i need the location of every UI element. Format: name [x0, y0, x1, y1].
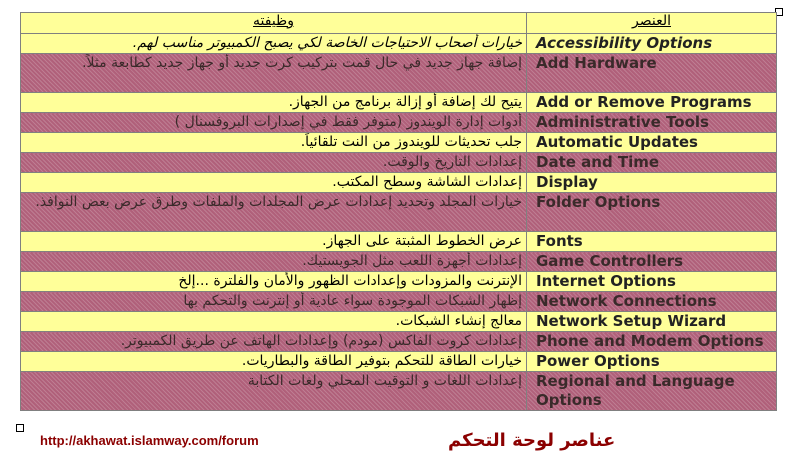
row-description: إعدادات التاريخ والوقت.: [21, 153, 527, 173]
row-description: إعدادات الشاشة وسطح المكتب.: [21, 173, 527, 193]
row-name: Automatic Updates: [527, 133, 777, 153]
row-name: Game Controllers: [527, 252, 777, 272]
row-name: Power Options: [527, 352, 777, 372]
row-description: أدوات إدارة الويندوز (متوفر فقط في إصدارات البروفسنال ): [21, 113, 527, 133]
table-row: [21, 312, 777, 332]
row-description: إعدادات اللغات و التوقيت المحلي ولغات الكتابة: [21, 372, 527, 411]
table-body: [21, 34, 777, 411]
table-row: [21, 372, 777, 411]
table-row: [21, 34, 777, 54]
footer-title: عناصر لوحة التحكم: [448, 430, 616, 451]
row-name: Network Connections: [527, 292, 777, 312]
row-description: يتيح لك إضافة أو إزالة برنامج من الجهاز.: [21, 93, 527, 113]
row-name: Add Hardware: [527, 54, 777, 93]
table-row: [21, 272, 777, 292]
row-description: إعدادات أجهزة اللعب مثل الجويستيك.: [21, 252, 527, 272]
row-description: إظهار الشبكات الموجودة سواء عادية أو إنترنت والتحكم بها: [21, 292, 527, 312]
row-name: Date and Time: [527, 153, 777, 173]
table-row: [21, 133, 777, 153]
row-name: Regional and Language Options: [527, 372, 777, 411]
header-description: وظيفته: [21, 13, 527, 34]
table-row: [21, 232, 777, 252]
control-panel-table-wrapper: [20, 12, 777, 411]
table-row: [21, 352, 777, 372]
table-row: [21, 292, 777, 312]
row-name: Fonts: [527, 232, 777, 252]
table-row: [21, 252, 777, 272]
row-description: خيارات أصحاب الاحتياجات الخاصة لكي يصبح الكمبيوتر مناسب لهم.: [21, 34, 527, 54]
row-description: إضافة جهاز جديد في حال قمت بتركيب كرت جديد أو جهاز جديد كطابعة مثلاً.: [21, 54, 527, 93]
row-description: جلب تحديثات للويندوز من النت تلقائياً.: [21, 133, 527, 153]
row-description: خيارات المجلد وتحديد إعدادات عرض المجلدات والملفات وطرق عرض بعض النوافذ.: [21, 193, 527, 232]
row-name: Administrative Tools: [527, 113, 777, 133]
header-name: العنصر: [527, 13, 777, 34]
table-resize-handle[interactable]: [16, 424, 24, 432]
table-header-row: [21, 13, 777, 34]
row-name: Folder Options: [527, 193, 777, 232]
table-row: [21, 332, 777, 352]
row-description: خيارات الطاقة للتحكم بتوفير الطاقة والبطاريات.: [21, 352, 527, 372]
row-name: Display: [527, 173, 777, 193]
row-name: Add or Remove Programs: [527, 93, 777, 113]
table-row: [21, 153, 777, 173]
table-row: [21, 54, 777, 93]
table-row: [21, 173, 777, 193]
row-name: Phone and Modem Options: [527, 332, 777, 352]
row-name: Network Setup Wizard: [527, 312, 777, 332]
row-name: Accessibility Options: [527, 34, 777, 54]
row-description: عرض الخطوط المثبتة على الجهاز.: [21, 232, 527, 252]
row-description: الإنترنت والمزودات وإعدادات الظهور والأمان والفلترة ...إلخ: [21, 272, 527, 292]
table-row: [21, 93, 777, 113]
row-description: إعدادات كروت الفاكس (مودم) وإعدادات الهاتف عن طريق الكمبيوتر.: [21, 332, 527, 352]
footer-url: http://akhawat.islamway.com/forum: [40, 433, 259, 448]
table-row: [21, 113, 777, 133]
control-panel-table: [20, 12, 777, 411]
row-description: معالج إنشاء الشبكات.: [21, 312, 527, 332]
table-row: [21, 193, 777, 232]
row-name: Internet Options: [527, 272, 777, 292]
